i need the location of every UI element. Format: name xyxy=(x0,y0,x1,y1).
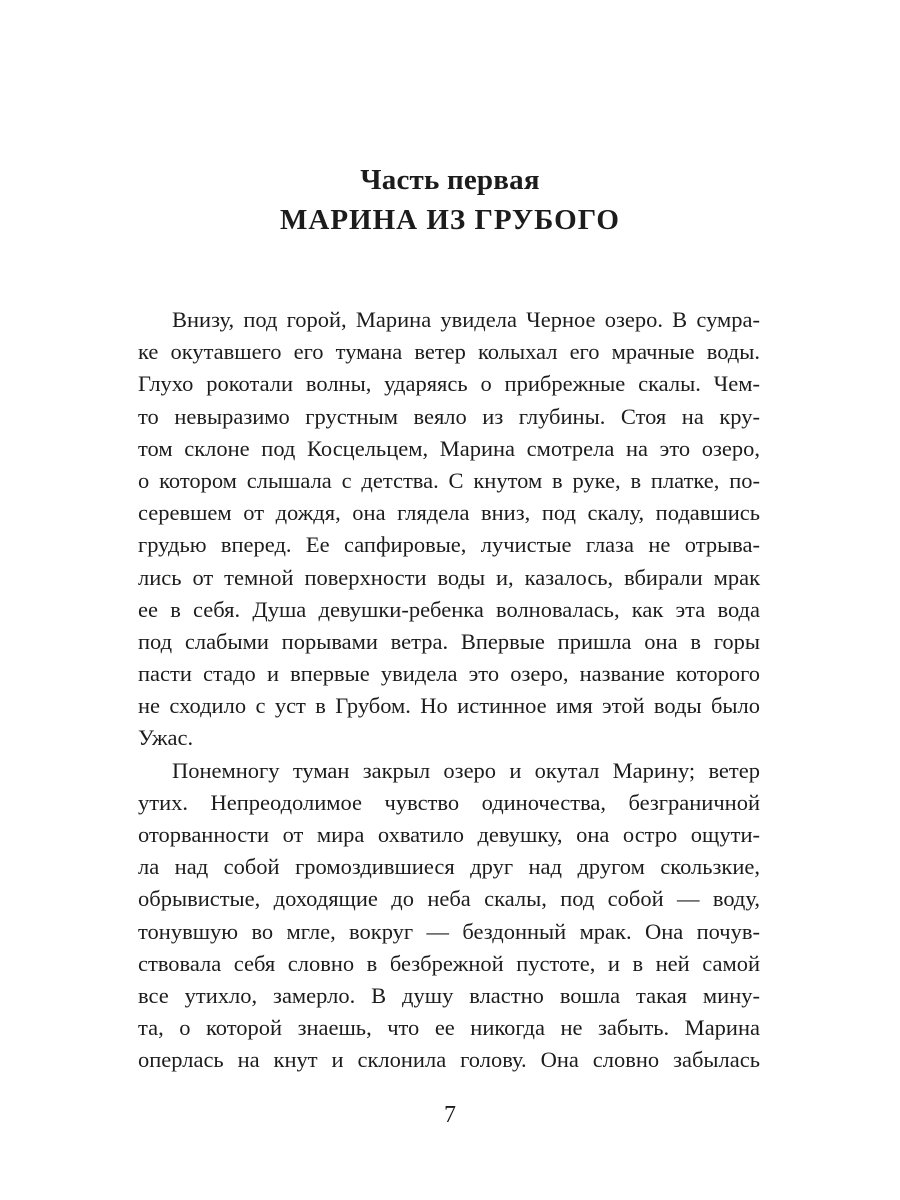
part-title: МАРИНА ИЗ ГРУБОГО xyxy=(280,204,620,236)
text-line: Глухо рокотали волны, ударяясь о прибрежные скалы. Чем- xyxy=(138,371,760,397)
text-line: ке окутавшего его тумана ветер колыхал его мрачные воды. xyxy=(138,339,760,365)
text-line: о котором слышала с детства. С кнутом в руке, в платке, по- xyxy=(138,467,760,493)
text-line: том склоне под Косцельцем, Марина смотрела на это озеро, xyxy=(138,435,760,461)
text-line: обрывистые, доходящие до неба скалы, под собой — воду, xyxy=(138,886,760,912)
text-line: Ужас. xyxy=(138,725,194,751)
text-line: то невыразимо грустным веяло из глубины. Стоя на кру- xyxy=(138,403,760,429)
paragraph-2 xyxy=(138,755,760,1077)
text-line: грудью вперед. Ее сапфировые, лучистые глаза не отрыва- xyxy=(138,532,760,558)
text-line: ла над собой громоздившиеся друг над другом скользкие, xyxy=(138,854,760,880)
text-line: Внизу, под горой, Марина увидела Черное озеро. В сумра- xyxy=(172,307,760,332)
paragraph-1 xyxy=(138,304,760,755)
text-line: не сходило с уст в Грубом. Но истинное имя этой воды было xyxy=(138,693,760,719)
text-line: та, о которой знаешь, что ее никогда не забыть. Марина xyxy=(138,1015,760,1041)
text-line: Понемногу туман закрыл озеро и окутал Марину; ветер xyxy=(172,757,760,783)
page-number: 7 xyxy=(444,1102,456,1128)
text-line: под слабыми порывами ветра. Впервые пришла она в горы xyxy=(138,628,760,654)
text-line: серевшем от дождя, она глядела вниз, под скалу, подавшись xyxy=(138,500,760,526)
text-line: оперлась на кнут и склонила голову. Она словно забылась xyxy=(138,1047,760,1073)
text-line: ствовала себя словно в безбрежной пустоте, и в ней самой xyxy=(138,950,760,976)
part-label: Часть первая xyxy=(360,164,540,196)
text-line: ее в себя. Душа девушки-ребенка волновалась, как эта вода xyxy=(138,596,760,622)
chapter-heading xyxy=(0,162,900,242)
text-line: тонувшую во мгле, вокруг — бездонный мрак. Она почув- xyxy=(138,918,760,944)
text-line: утих. Непреодолимое чувство одиночества, безграничной xyxy=(138,789,760,815)
text-line: пасти стадо и впервые увидела это озеро, название которого xyxy=(138,661,760,687)
text-line: все утихло, замерло. В душу властно вошла такая мину- xyxy=(138,982,760,1008)
body-text xyxy=(138,304,760,1077)
text-line: оторванности от мира охватило девушку, она остро ощути- xyxy=(138,822,760,847)
text-line: лись от темной поверхности воды и, казалось, вбирали мрак xyxy=(138,564,760,590)
